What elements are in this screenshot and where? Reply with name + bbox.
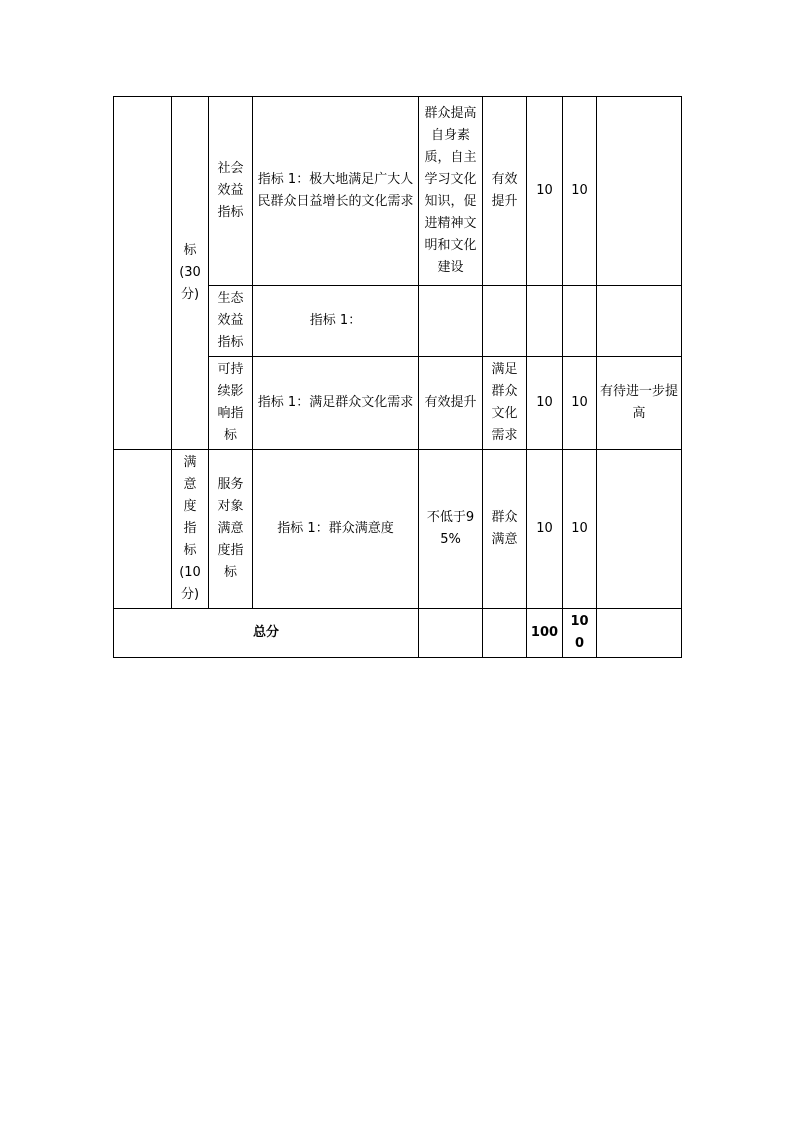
annual-target-cell xyxy=(419,97,483,286)
annual-target-cell xyxy=(419,357,483,450)
actual-value-cell xyxy=(483,97,527,286)
total-weight-cell xyxy=(527,609,563,658)
score-value: 10 xyxy=(571,183,588,198)
indicator-cell xyxy=(253,450,419,609)
actual-value-cell xyxy=(483,357,527,450)
note-cell xyxy=(597,97,682,286)
weight-cell xyxy=(527,97,563,286)
score-value: 10 xyxy=(571,395,588,410)
first-category-label: 标 (30 分) xyxy=(179,243,201,302)
total-label-cell xyxy=(114,609,419,658)
indicator-cell xyxy=(253,97,419,286)
sub-category-label: 生态 效益 指标 xyxy=(217,291,244,350)
total-label: 总分 xyxy=(252,625,279,640)
table-row xyxy=(114,97,682,286)
score-cell xyxy=(563,97,597,286)
sub-category-label: 服务 对象 满意 度指 标 xyxy=(217,477,244,580)
annual-target-cell xyxy=(419,450,483,609)
first-category-label: 满 意 度 指 标 (10 分) xyxy=(179,455,201,602)
annual-target-cell xyxy=(419,609,483,658)
indicator-text: 指标 1：满足群众文化需求 xyxy=(257,395,414,410)
annual-target-text: 不低于95% xyxy=(426,510,475,547)
weight-value: 10 xyxy=(536,521,553,536)
first-category-cell xyxy=(172,97,209,450)
annual-target-text: 群众提高自身素质，自主学习文化知识，促进精神文明和文化建设 xyxy=(424,106,477,275)
note-cell xyxy=(597,286,682,357)
score-cell xyxy=(563,357,597,450)
indicator-text: 指标 1：群众满意度 xyxy=(277,521,394,536)
score-cell xyxy=(563,450,597,609)
actual-value-text: 群众满意 xyxy=(491,510,518,547)
performance-table xyxy=(113,96,682,658)
weight-cell xyxy=(527,450,563,609)
note-cell xyxy=(597,609,682,658)
total-weight-value: 100 xyxy=(530,625,559,640)
actual-value-cell xyxy=(483,450,527,609)
indicator-text: 指标 1： xyxy=(309,313,362,328)
annual-target-text: 有效提升 xyxy=(424,395,477,410)
note-cell xyxy=(597,450,682,609)
continuation-cell xyxy=(114,97,172,450)
note-cell xyxy=(597,357,682,450)
actual-value-cell xyxy=(483,286,527,357)
weight-value: 10 xyxy=(536,183,553,198)
score-value: 10 xyxy=(571,521,588,536)
total-score-cell xyxy=(563,609,597,658)
indicator-text: 指标 1：极大地满足广大人民群众日益增长的文化需求 xyxy=(257,172,414,209)
actual-value-text: 满足群众文化需求 xyxy=(491,362,518,443)
sub-category-cell xyxy=(209,357,253,450)
weight-cell xyxy=(527,357,563,450)
score-cell xyxy=(563,286,597,357)
weight-value: 10 xyxy=(536,395,553,410)
actual-value-cell xyxy=(483,609,527,658)
sub-category-cell xyxy=(209,97,253,286)
note-text: 有待进一步提高 xyxy=(600,384,679,421)
first-category-cell xyxy=(172,450,209,609)
sub-category-label: 社会 效益 指标 xyxy=(217,161,244,220)
sub-category-label: 可持 续影 响指 标 xyxy=(217,362,244,443)
actual-value-text: 有效提升 xyxy=(491,172,518,209)
total-row xyxy=(114,609,682,658)
annual-target-cell xyxy=(419,286,483,357)
total-score-value: 100 xyxy=(570,614,589,651)
sub-category-cell xyxy=(209,286,253,357)
weight-cell xyxy=(527,286,563,357)
table-row xyxy=(114,450,682,609)
indicator-cell xyxy=(253,286,419,357)
continuation-cell xyxy=(114,450,172,609)
indicator-cell xyxy=(253,357,419,450)
sub-category-cell xyxy=(209,450,253,609)
